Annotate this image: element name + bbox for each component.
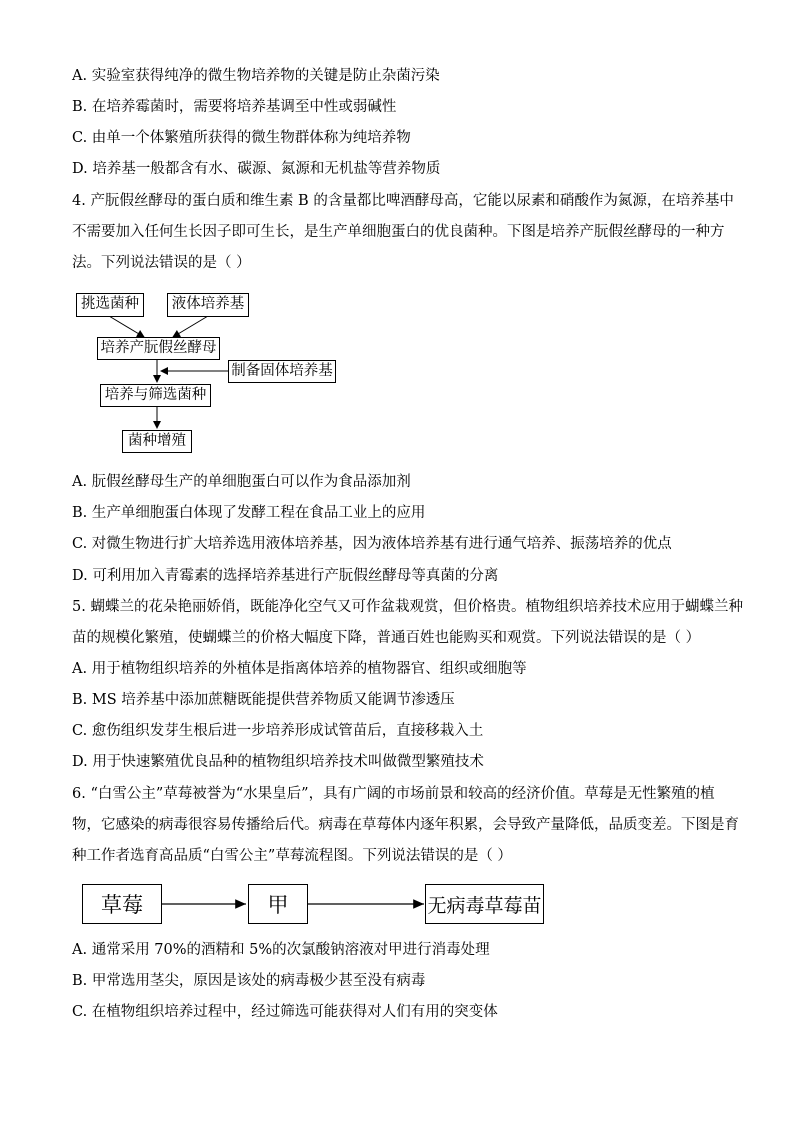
q6-stem-line2: 物，它感染的病毒很容易传播给后代。病毒在草莓体内逐年积累，会导致产量降低，品质变差。下图是育 (72, 817, 739, 833)
flow-box-culture-yeast: 培养产朊假丝酵母 (97, 337, 220, 360)
q3-option-d: D. 培养基一般都含有水、碳源、氮源和无机盐等营养物质 (72, 161, 441, 177)
q4-option-b: B. 生产单细胞蛋白体现了发酵工程在食品工业上的应用 (72, 505, 426, 521)
flow-box-liquid-medium: 液体培养基 (167, 293, 249, 317)
q4-option-a: A. 朊假丝酵母生产的单细胞蛋白可以作为食品添加剂 (72, 474, 411, 490)
q5-stem-line2: 苗的规模化繁殖，使蝴蝶兰的价格大幅度下降，普通百姓也能购买和观赏。下列说法错误的是（ ） (72, 630, 701, 646)
q4-option-c: C. 对微生物进行扩大培养选用液体培养基，因为液体培养基有进行通气培养、振荡培养的优点 (72, 536, 672, 552)
q5-stem-line1: 5. 蝴蝶兰的花朵艳丽娇俏，既能净化空气又可作盆栽观赏，但价格贵。植物组织培养技术应用于蝴蝶兰种 (72, 599, 743, 615)
q3-option-c: C. 由单一个体繁殖所获得的微生物群体称为纯培养物 (72, 130, 411, 146)
flow-box-strawberry: 草莓 (82, 884, 162, 924)
q4-stem-line2: 不需要加入任何生长因子即可生长，是生产单细胞蛋白的优良菌种。下图是培养产朊假丝酵母的一种方 (72, 224, 725, 240)
q3-option-b: B. 在培养霉菌时，需要将培养基调至中性或弱碱性 (72, 99, 397, 115)
q6-option-c: C. 在植物组织培养过程中，经过筛选可能获得对人们有用的突变体 (72, 1004, 498, 1020)
flow-box-propagate: 菌种增殖 (122, 430, 192, 453)
flow-box-culture-screen: 培养与筛选菌种 (100, 384, 211, 407)
q4-stem-line1: 4. 产朊假丝酵母的蛋白质和维生素 B 的含量都比啤酒酵母高，它能以尿素和硝酸作为氮源，在培养基中 (72, 193, 734, 209)
q3-option-a: A. 实验室获得纯净的微生物培养物的关键是防止杂菌污染 (72, 68, 440, 84)
flow-box-prepare-solid-medium: 制备固体培养基 (228, 360, 336, 383)
q6-stem-line1: 6. “白雪公主”草莓被誉为“水果皇后”，具有广阔的市场前景和较高的经济价值。草莓是无性繁殖的植 (72, 786, 715, 802)
q5-option-c: C. 愈伤组织发芽生根后进一步培养形成试管苗后，直接移栽入土 (72, 723, 484, 739)
q5-option-a: A. 用于植物组织培养的外植体是指离体培养的植物器官、组织或细胞等 (72, 661, 527, 677)
q4-option-d: D. 可利用加入青霉素的选择培养基进行产朊假丝酵母等真菌的分离 (72, 568, 499, 584)
q6-option-a: A. 通常采用 70%的酒精和 5%的次氯酸钠溶液对甲进行消毒处理 (72, 942, 490, 958)
flow-box-select-strain: 挑选菌种 (76, 293, 144, 317)
q6-stem-line3: 种工作者选育高品质“白雪公主”草莓流程图。下列说法错误的是（ ） (72, 848, 512, 864)
q4-stem-line3: 法。下列说法错误的是（ ） (72, 255, 251, 271)
flow-box-jia: 甲 (248, 884, 308, 924)
flow-box-virus-free-seedling: 无病毒草莓苗 (425, 884, 544, 924)
q5-option-d: D. 用于快速繁殖优良品种的植物组织培养技术叫做微型繁殖技术 (72, 754, 484, 770)
q6-option-b: B. 甲常选用茎尖，原因是该处的病毒极少甚至没有病毒 (72, 973, 426, 989)
q5-option-b: B. MS 培养基中添加蔗糖既能提供营养物质又能调节渗透压 (72, 692, 455, 708)
